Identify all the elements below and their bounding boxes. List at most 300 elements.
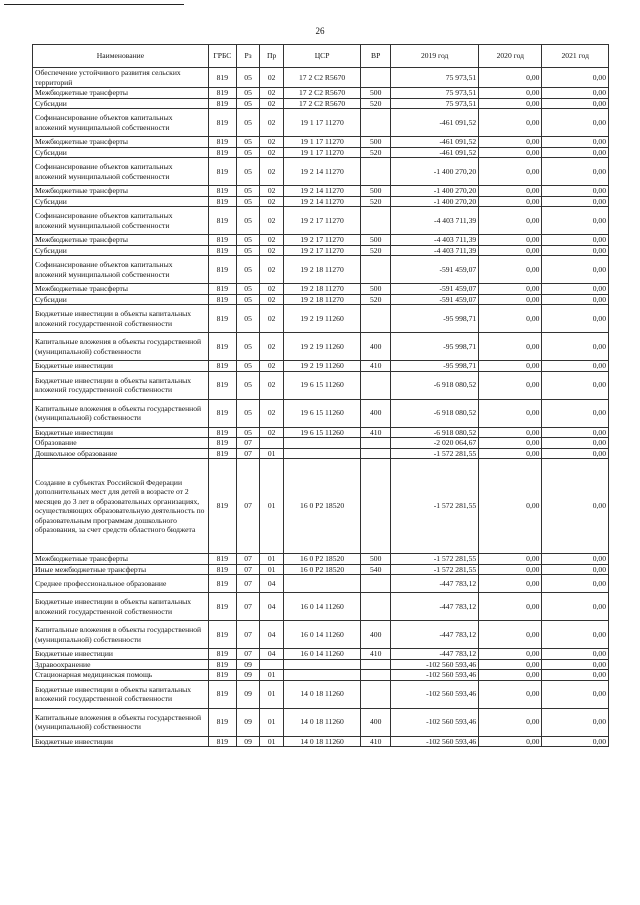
header-2019: 2019 год [391, 45, 479, 68]
row-2020: 0,00 [479, 649, 542, 660]
table-row [33, 708, 609, 736]
row-rz: 05 [236, 109, 260, 137]
row-2019: -461 091,52 [391, 109, 479, 137]
row-name: Бюджетные инвестиции [33, 427, 209, 438]
row-grbs: 819 [208, 438, 236, 449]
table-row [33, 245, 609, 256]
row-2020: 0,00 [479, 88, 542, 99]
table-row [33, 438, 609, 449]
row-2020: 0,00 [479, 109, 542, 137]
row-csr: 19 2 18 11270 [283, 284, 360, 295]
row-grbs: 819 [208, 448, 236, 459]
row-csr: 19 2 14 11270 [283, 158, 360, 186]
row-2019: -591 459,07 [391, 256, 479, 284]
table-row [33, 649, 609, 660]
row-pr: 02 [260, 284, 284, 295]
table-row [33, 98, 609, 109]
row-2020: 0,00 [479, 593, 542, 621]
row-2021: 0,00 [542, 459, 609, 554]
table-row [33, 427, 609, 438]
row-csr: 19 2 19 11260 [283, 333, 360, 361]
table-row [33, 670, 609, 681]
row-vr [361, 371, 391, 399]
row-2020: 0,00 [479, 284, 542, 295]
row-csr: 19 2 19 11260 [283, 305, 360, 333]
row-2019: -6 918 080,52 [391, 399, 479, 427]
row-2019: -4 403 711,39 [391, 235, 479, 246]
row-pr: 04 [260, 649, 284, 660]
row-rz: 09 [236, 670, 260, 681]
row-rz: 05 [236, 361, 260, 372]
row-2021: 0,00 [542, 680, 609, 708]
row-2020: 0,00 [479, 361, 542, 372]
row-csr: 14 0 18 11260 [283, 736, 360, 747]
row-2019: -6 918 080,52 [391, 427, 479, 438]
row-2019: 75 973,51 [391, 68, 479, 88]
row-pr: 02 [260, 333, 284, 361]
row-2021: 0,00 [542, 109, 609, 137]
row-rz: 05 [236, 235, 260, 246]
row-2019: -6 918 080,52 [391, 371, 479, 399]
row-grbs: 819 [208, 196, 236, 207]
row-2020: 0,00 [479, 245, 542, 256]
row-grbs: 819 [208, 371, 236, 399]
row-name: Капитальные вложения в объекты государственной (муниципальной) собственности [33, 399, 209, 427]
row-rz: 07 [236, 593, 260, 621]
row-2019: -102 560 593,46 [391, 670, 479, 681]
row-csr: 19 2 18 11270 [283, 256, 360, 284]
row-pr: 02 [260, 256, 284, 284]
header-pr: Пр [260, 45, 284, 68]
row-vr [361, 459, 391, 554]
row-pr: 02 [260, 294, 284, 305]
table-row [33, 137, 609, 148]
row-vr: 410 [361, 649, 391, 660]
row-rz: 07 [236, 554, 260, 565]
row-csr: 19 2 19 11260 [283, 361, 360, 372]
row-grbs: 819 [208, 68, 236, 88]
row-csr: 19 6 15 11260 [283, 399, 360, 427]
row-grbs: 819 [208, 564, 236, 575]
row-rz: 09 [236, 736, 260, 747]
row-2021: 0,00 [542, 361, 609, 372]
row-2019: -461 091,52 [391, 137, 479, 148]
row-pr: 01 [260, 680, 284, 708]
table-row [33, 186, 609, 197]
row-rz: 07 [236, 575, 260, 593]
row-2021: 0,00 [542, 448, 609, 459]
table-row [33, 294, 609, 305]
row-grbs: 819 [208, 333, 236, 361]
row-pr: 02 [260, 186, 284, 197]
row-csr: 19 2 17 11270 [283, 245, 360, 256]
table-row [33, 593, 609, 621]
row-name: Субсидии [33, 196, 209, 207]
table-row [33, 68, 609, 88]
row-rz: 05 [236, 399, 260, 427]
table-row [33, 554, 609, 565]
row-grbs: 819 [208, 98, 236, 109]
row-pr: 02 [260, 305, 284, 333]
row-2019: -1 400 270,20 [391, 186, 479, 197]
row-grbs: 819 [208, 708, 236, 736]
row-csr: 19 1 17 11270 [283, 147, 360, 158]
row-pr: 01 [260, 736, 284, 747]
row-pr: 02 [260, 98, 284, 109]
row-csr: 19 2 18 11270 [283, 294, 360, 305]
row-2020: 0,00 [479, 448, 542, 459]
row-rz: 07 [236, 448, 260, 459]
row-vr [361, 256, 391, 284]
row-name: Субсидии [33, 245, 209, 256]
row-grbs: 819 [208, 235, 236, 246]
row-csr: 19 6 15 11260 [283, 371, 360, 399]
row-pr: 02 [260, 235, 284, 246]
row-vr: 520 [361, 294, 391, 305]
row-name: Среднее профессиональное образование [33, 575, 209, 593]
row-vr [361, 575, 391, 593]
row-grbs: 819 [208, 207, 236, 235]
row-2020: 0,00 [479, 621, 542, 649]
row-name: Бюджетные инвестиции [33, 736, 209, 747]
row-name: Обеспечение устойчивого развития сельских территорий [33, 68, 209, 88]
row-grbs: 819 [208, 158, 236, 186]
row-csr: 16 0 P2 18520 [283, 459, 360, 554]
row-2021: 0,00 [542, 399, 609, 427]
table-row [33, 621, 609, 649]
row-2021: 0,00 [542, 98, 609, 109]
row-rz: 05 [236, 256, 260, 284]
row-2019: -102 560 593,46 [391, 680, 479, 708]
row-vr [361, 680, 391, 708]
row-name: Стационарная медицинская помощь [33, 670, 209, 681]
row-vr [361, 659, 391, 670]
row-pr [260, 659, 284, 670]
row-vr [361, 438, 391, 449]
table-row [33, 196, 609, 207]
row-name: Бюджетные инвестиции в объекты капитальных вложений государственной собственности [33, 680, 209, 708]
table-row [33, 399, 609, 427]
row-grbs: 819 [208, 88, 236, 99]
row-csr: 16 0 14 11260 [283, 593, 360, 621]
row-2020: 0,00 [479, 427, 542, 438]
row-grbs: 819 [208, 459, 236, 554]
table-row [33, 235, 609, 246]
row-2019: -95 998,71 [391, 333, 479, 361]
table-row [33, 371, 609, 399]
row-vr: 400 [361, 621, 391, 649]
table-row [33, 256, 609, 284]
row-pr: 04 [260, 593, 284, 621]
row-name: Межбюджетные трансферты [33, 88, 209, 99]
table-row [33, 109, 609, 137]
row-name: Межбюджетные трансферты [33, 554, 209, 565]
row-2019: 75 973,51 [391, 88, 479, 99]
row-vr [361, 109, 391, 137]
table-row [33, 361, 609, 372]
table-row [33, 459, 609, 554]
row-vr: 500 [361, 284, 391, 295]
row-2020: 0,00 [479, 305, 542, 333]
table-row [33, 736, 609, 747]
row-grbs: 819 [208, 680, 236, 708]
row-grbs: 819 [208, 245, 236, 256]
row-csr [283, 448, 360, 459]
row-2019: -102 560 593,46 [391, 736, 479, 747]
table-header-row [33, 45, 609, 68]
row-rz: 09 [236, 680, 260, 708]
row-rz: 09 [236, 708, 260, 736]
row-2020: 0,00 [479, 736, 542, 747]
budget-table [32, 44, 609, 747]
row-vr: 400 [361, 333, 391, 361]
row-2019: -591 459,07 [391, 294, 479, 305]
row-2021: 0,00 [542, 186, 609, 197]
page-number: 26 [315, 26, 325, 36]
row-rz: 05 [236, 245, 260, 256]
row-name: Бюджетные инвестиции в объекты капитальных вложений государственной собственности [33, 305, 209, 333]
row-csr: 19 2 17 11270 [283, 235, 360, 246]
header-rz: Рз [236, 45, 260, 68]
row-pr: 04 [260, 621, 284, 649]
row-2019: -447 783,12 [391, 621, 479, 649]
row-2020: 0,00 [479, 680, 542, 708]
row-csr: 17 2 C2 R5670 [283, 68, 360, 88]
row-2021: 0,00 [542, 554, 609, 565]
row-rz: 07 [236, 564, 260, 575]
row-2021: 0,00 [542, 593, 609, 621]
row-pr: 04 [260, 575, 284, 593]
row-rz: 05 [236, 88, 260, 99]
row-2020: 0,00 [479, 186, 542, 197]
row-2019: -95 998,71 [391, 305, 479, 333]
row-vr: 540 [361, 564, 391, 575]
table-row [33, 88, 609, 99]
row-2020: 0,00 [479, 207, 542, 235]
row-2019: -1 572 281,55 [391, 459, 479, 554]
row-2021: 0,00 [542, 294, 609, 305]
row-grbs: 819 [208, 554, 236, 565]
row-name: Здравоохранение [33, 659, 209, 670]
row-2020: 0,00 [479, 371, 542, 399]
row-rz: 05 [236, 294, 260, 305]
row-pr: 02 [260, 207, 284, 235]
row-2019: -1 572 281,55 [391, 554, 479, 565]
row-rz: 05 [236, 68, 260, 88]
row-2020: 0,00 [479, 98, 542, 109]
table-row [33, 575, 609, 593]
row-vr [361, 158, 391, 186]
row-2019: -1 572 281,55 [391, 448, 479, 459]
row-vr: 520 [361, 98, 391, 109]
row-name: Межбюджетные трансферты [33, 186, 209, 197]
row-2021: 0,00 [542, 438, 609, 449]
row-name: Бюджетные инвестиции [33, 649, 209, 660]
row-rz: 05 [236, 284, 260, 295]
table-row [33, 333, 609, 361]
row-grbs: 819 [208, 109, 236, 137]
row-2021: 0,00 [542, 575, 609, 593]
row-vr: 500 [361, 554, 391, 565]
row-pr: 02 [260, 137, 284, 148]
header-csr: ЦСР [283, 45, 360, 68]
row-2020: 0,00 [479, 256, 542, 284]
row-csr: 19 1 17 11270 [283, 137, 360, 148]
row-name: Дошкольное образование [33, 448, 209, 459]
row-2019: -2 020 064,67 [391, 438, 479, 449]
row-rz: 05 [236, 371, 260, 399]
row-2021: 0,00 [542, 245, 609, 256]
row-rz: 09 [236, 659, 260, 670]
row-vr: 500 [361, 186, 391, 197]
row-csr: 16 0 P2 18520 [283, 554, 360, 565]
row-pr: 02 [260, 158, 284, 186]
row-2020: 0,00 [479, 294, 542, 305]
row-pr [260, 438, 284, 449]
row-grbs: 819 [208, 621, 236, 649]
row-pr: 02 [260, 399, 284, 427]
row-grbs: 819 [208, 736, 236, 747]
row-grbs: 819 [208, 361, 236, 372]
row-csr: 19 1 17 11270 [283, 109, 360, 137]
table-row [33, 448, 609, 459]
row-2019: 75 973,51 [391, 98, 479, 109]
table-row [33, 564, 609, 575]
table-row [33, 680, 609, 708]
table-row [33, 147, 609, 158]
row-pr: 02 [260, 109, 284, 137]
row-grbs: 819 [208, 305, 236, 333]
row-2019: -4 403 711,39 [391, 245, 479, 256]
row-name: Бюджетные инвестиции [33, 361, 209, 372]
row-2019: -447 783,12 [391, 575, 479, 593]
row-name: Иные межбюджетные трансферты [33, 564, 209, 575]
row-2019: -1 572 281,55 [391, 564, 479, 575]
header-grbs: ГРБС [208, 45, 236, 68]
table-row [33, 284, 609, 295]
row-grbs: 819 [208, 284, 236, 295]
row-2019: -102 560 593,46 [391, 708, 479, 736]
row-2020: 0,00 [479, 158, 542, 186]
row-2021: 0,00 [542, 158, 609, 186]
row-2021: 0,00 [542, 736, 609, 747]
row-2021: 0,00 [542, 256, 609, 284]
row-2020: 0,00 [479, 659, 542, 670]
row-rz: 07 [236, 621, 260, 649]
row-pr: 01 [260, 448, 284, 459]
row-csr: 19 2 14 11270 [283, 196, 360, 207]
row-2021: 0,00 [542, 235, 609, 246]
row-pr: 01 [260, 554, 284, 565]
row-2020: 0,00 [479, 137, 542, 148]
row-rz: 05 [236, 207, 260, 235]
row-vr: 410 [361, 427, 391, 438]
row-pr: 02 [260, 147, 284, 158]
row-2021: 0,00 [542, 284, 609, 295]
row-rz: 05 [236, 147, 260, 158]
row-grbs: 819 [208, 670, 236, 681]
row-rz: 07 [236, 438, 260, 449]
row-vr [361, 207, 391, 235]
row-grbs: 819 [208, 659, 236, 670]
row-pr: 02 [260, 68, 284, 88]
row-2021: 0,00 [542, 137, 609, 148]
row-csr: 17 2 C2 R5670 [283, 88, 360, 99]
row-name: Софинансирование объектов капитальных вложений муниципальной собственности [33, 256, 209, 284]
row-2020: 0,00 [479, 554, 542, 565]
row-grbs: 819 [208, 575, 236, 593]
row-2019: -591 459,07 [391, 284, 479, 295]
row-rz: 05 [236, 186, 260, 197]
row-pr: 02 [260, 361, 284, 372]
row-grbs: 819 [208, 399, 236, 427]
row-2020: 0,00 [479, 438, 542, 449]
row-2021: 0,00 [542, 564, 609, 575]
row-rz: 05 [236, 137, 260, 148]
row-pr: 02 [260, 245, 284, 256]
row-2019: -4 403 711,39 [391, 207, 479, 235]
row-csr [283, 438, 360, 449]
row-name: Капитальные вложения в объекты государственной (муниципальной) собственности [33, 708, 209, 736]
row-pr: 02 [260, 196, 284, 207]
row-grbs: 819 [208, 427, 236, 438]
row-csr [283, 659, 360, 670]
row-2021: 0,00 [542, 333, 609, 361]
row-2020: 0,00 [479, 196, 542, 207]
row-2019: -95 998,71 [391, 361, 479, 372]
row-rz: 05 [236, 98, 260, 109]
row-pr: 01 [260, 670, 284, 681]
row-2020: 0,00 [479, 575, 542, 593]
row-2021: 0,00 [542, 621, 609, 649]
table-row [33, 158, 609, 186]
row-2021: 0,00 [542, 207, 609, 235]
row-2021: 0,00 [542, 147, 609, 158]
row-name: Межбюджетные трансферты [33, 235, 209, 246]
row-vr: 410 [361, 736, 391, 747]
row-name: Капитальные вложения в объекты государственной (муниципальной) собственности [33, 621, 209, 649]
row-pr: 01 [260, 564, 284, 575]
row-2019: -447 783,12 [391, 649, 479, 660]
row-csr: 16 0 P2 18520 [283, 564, 360, 575]
row-name: Межбюджетные трансферты [33, 284, 209, 295]
row-grbs: 819 [208, 593, 236, 621]
row-csr: 14 0 18 11260 [283, 708, 360, 736]
table-row [33, 207, 609, 235]
row-name: Софинансирование объектов капитальных вложений муниципальной собственности [33, 109, 209, 137]
row-name: Субсидии [33, 147, 209, 158]
row-name: Бюджетные инвестиции в объекты капитальных вложений государственной собственности [33, 371, 209, 399]
row-rz: 05 [236, 305, 260, 333]
row-rz: 07 [236, 649, 260, 660]
row-2020: 0,00 [479, 708, 542, 736]
row-vr: 500 [361, 137, 391, 148]
row-grbs: 819 [208, 294, 236, 305]
row-csr: 14 0 18 11260 [283, 680, 360, 708]
row-2020: 0,00 [479, 459, 542, 554]
row-2020: 0,00 [479, 564, 542, 575]
row-vr: 500 [361, 235, 391, 246]
row-name: Субсидии [33, 98, 209, 109]
row-rz: 05 [236, 196, 260, 207]
row-name: Субсидии [33, 294, 209, 305]
header-name: Наименование [33, 45, 209, 68]
row-csr [283, 575, 360, 593]
row-name: Бюджетные инвестиции в объекты капитальных вложений государственной собственности [33, 593, 209, 621]
row-rz: 05 [236, 158, 260, 186]
row-2019: -1 400 270,20 [391, 158, 479, 186]
row-vr [361, 305, 391, 333]
